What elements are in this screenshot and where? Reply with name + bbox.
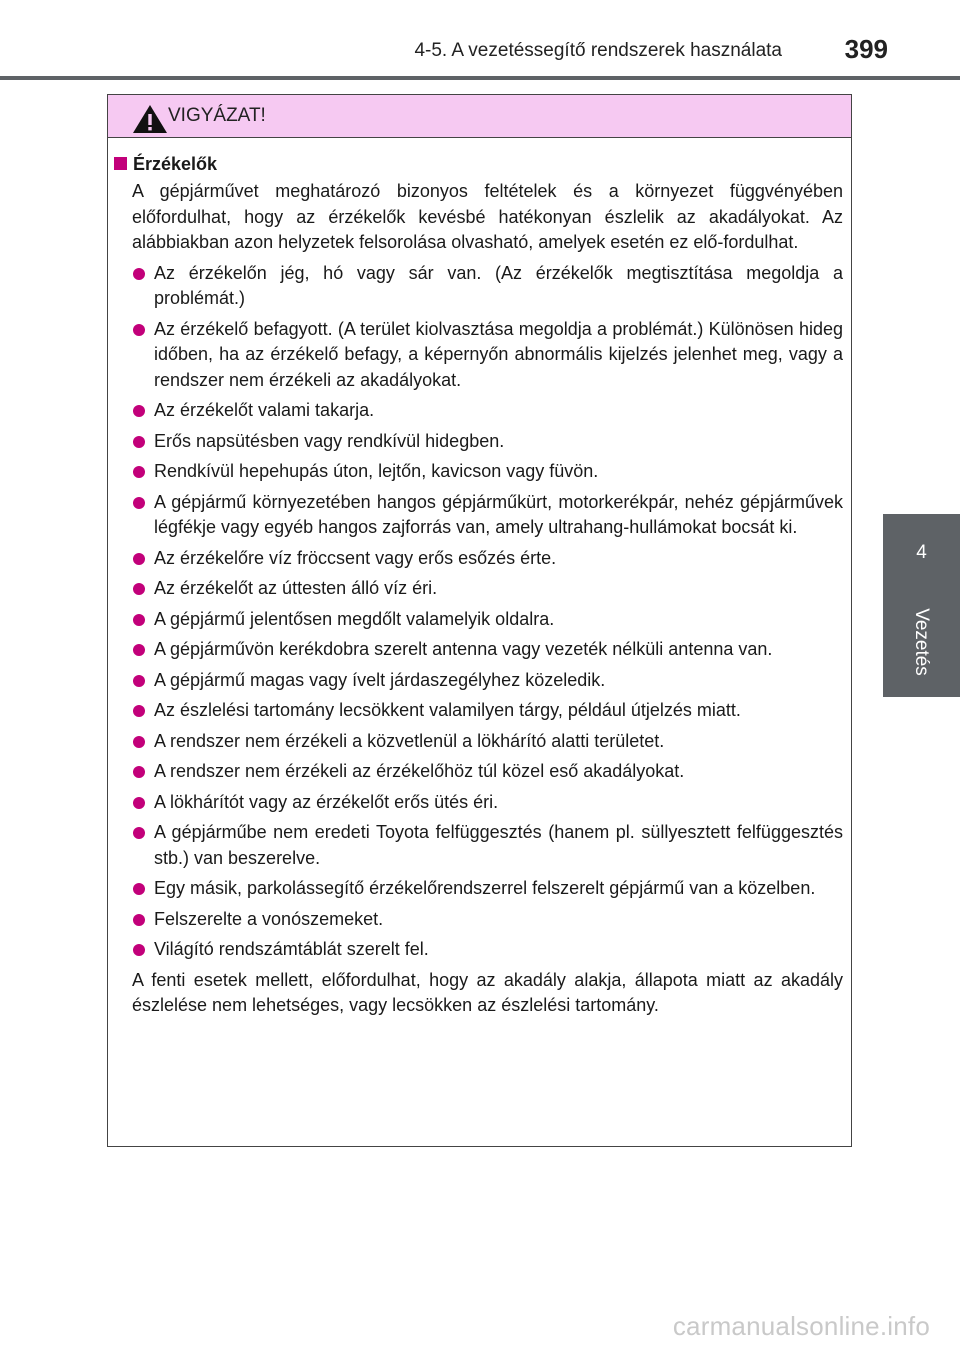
bullet-dot-icon [133,614,145,626]
bullet-dot-icon [133,436,145,448]
bullet-dot-icon [133,644,145,656]
list-item: Az érzékelőt valami takarja. [154,398,843,424]
closing-paragraph: A fenti esetek mellett, előfordulhat, hogy az akadály alakja, állapota miatt az akadály észlelése nem lehetséges, vagy lecsökken az észlelési tartomány. [132,969,843,1015]
bullet-dot-icon [133,268,145,280]
bullet-dot-icon [133,583,145,595]
intro-paragraph: A gépjárművet meghatározó bizonyos feltételek és a környezet függvényében előfordulhat, hogy az érzékelők kevésbé hatékonyan észlelik az akadályokat. Az alábbiakban azon helyzetek felsorolása olvasható, amelyek esetén ez elő-fordulhat. [132,181,843,252]
caution-header [108,95,851,138]
list-item: Az érzékelő befagyott. (A terület kiolvasztása megoldja a problémát.) Különösen hideg időben, ha az érzékelő befagy, a képernyőn abnormális kijelzés jelenhet meg, vagy a rendszer nem érzékeli az akadályokat. [154,317,843,394]
bullet-dot-icon [133,827,145,839]
bullet-dot-icon [133,324,145,336]
list-item: Egy másik, parkolássegítő érzékelőrendszerrel felszerelt gépjármű van a közelben. [154,876,843,902]
caution-box [107,94,852,1147]
bullet-dot-icon [133,675,145,687]
bullet-dot-icon [133,797,145,809]
condition-list [108,261,853,963]
chapter-label: Vezetés [911,608,932,676]
list-item: Az érzékelőt az úttesten álló víz éri. [154,576,843,602]
chapter-number: 4 [916,542,927,563]
bullet-dot-icon [133,553,145,565]
list-item: Az észlelési tartomány lecsökkent valamilyen tárgy, például útjelzés miatt. [154,698,843,724]
watermark: carmanualsonline.info [672,1311,930,1341]
section-heading-text: Érzékelők [133,154,218,174]
bullet-dot-icon [133,497,145,509]
caution-title: VIGYÁZAT! [168,105,266,126]
bullet-dot-icon [133,466,145,478]
list-item: Világító rendszámtáblát szerelt fel. [154,937,843,963]
bullet-dot-icon [133,736,145,748]
list-item: A rendszer nem érzékeli a közvetlenül a lökhárító alatti területet. [154,729,843,755]
list-item: Az érzékelőre víz fröccsent vagy erős esőzés érte. [154,546,843,572]
list-item: A gépjárművön kerékdobra szerelt antenna vagy vezeték nélküli antenna van. [154,637,843,663]
bullet-dot-icon [133,944,145,956]
header-rule [0,76,960,80]
bullet-dot-icon [133,914,145,926]
section-heading [108,151,853,177]
list-item: Erős napsütésben vagy rendkívül hidegben. [154,429,843,455]
list-item: A rendszer nem érzékeli az érzékelőhöz túl közel eső akadályokat. [154,759,843,785]
list-item: Rendkívül hepehupás úton, lejtőn, kavicson vagy füvön. [154,459,843,485]
list-item: A gépjárműbe nem eredeti Toyota felfüggesztés (hanem pl. süllyesztett felfüggesztés stb.) van beszerelve. [154,820,843,871]
bullet-dot-icon [133,883,145,895]
list-item: Felszerelte a vonószemeket. [154,907,843,933]
chapter-side-tab [883,514,960,697]
bullet-dot-icon [133,766,145,778]
warning-triangle-icon [132,104,168,134]
list-item: A gépjármű magas vagy ívelt járdaszegélyhez közeledik. [154,668,843,694]
square-bullet-icon [114,157,127,170]
bullet-dot-icon [133,705,145,717]
caution-content [108,151,853,1019]
running-header-title: 4-5. A vezetéssegítő rendszerek használata [414,40,782,61]
list-item: A gépjármű jelentősen megdőlt valamelyik oldalra. [154,607,843,633]
page-number: 399 [844,34,888,64]
list-item: A lökhárítót vagy az érzékelőt erős ütés éri. [154,790,843,816]
bullet-dot-icon [133,405,145,417]
list-item: Az érzékelőn jég, hó vagy sár van. (Az érzékelők megtisztítása megoldja a problémát.) [154,261,843,312]
list-item: A gépjármű környezetében hangos gépjárműkürt, motorkerékpár, nehéz gépjárművek légfékje vagy egyéb hangos zajforrás van, amely ultrahang-hullámokat bocsát ki. [154,490,843,541]
